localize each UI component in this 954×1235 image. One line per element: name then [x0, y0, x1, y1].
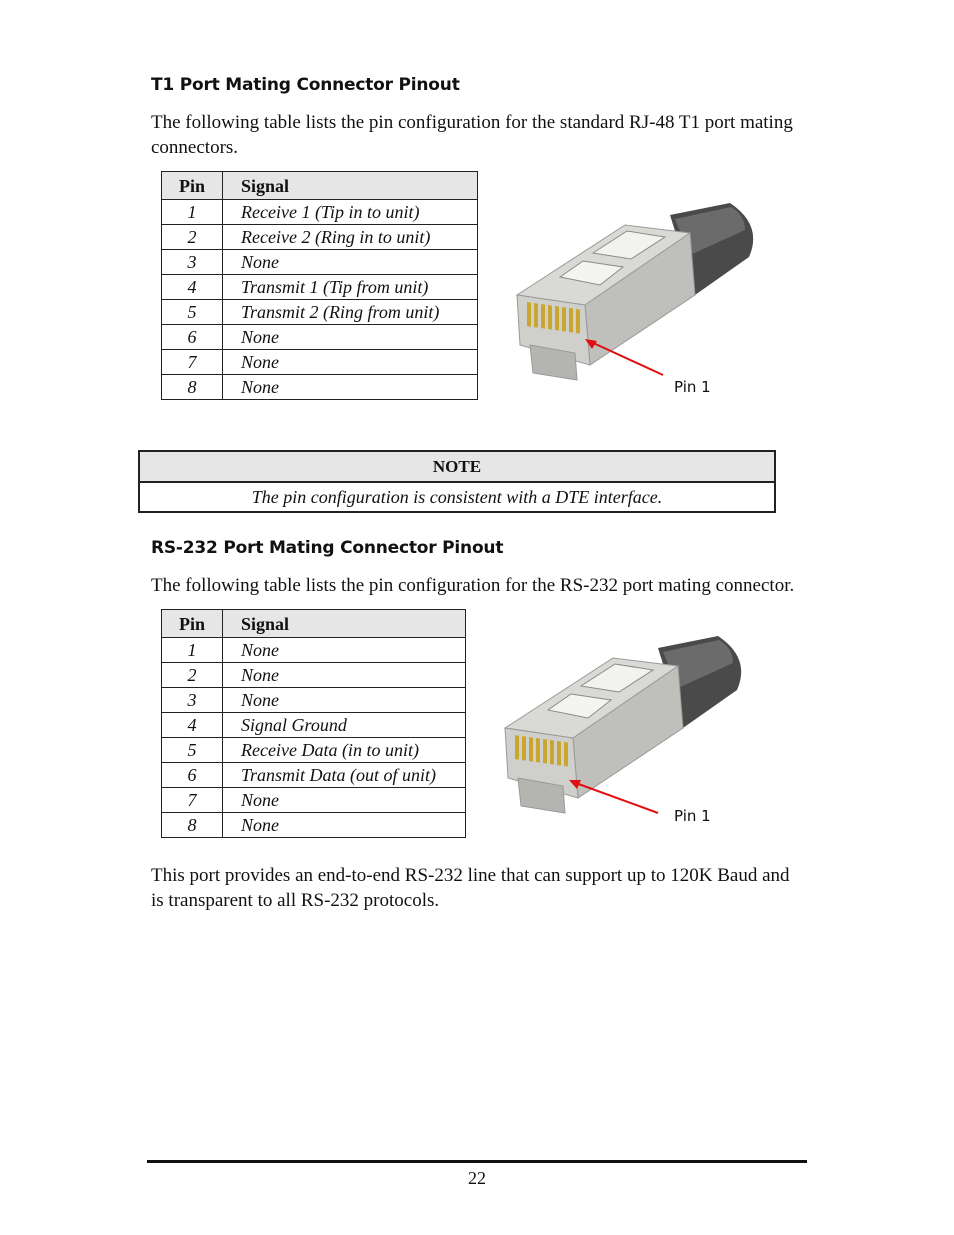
- rs232-heading: RS-232 Port Mating Connector Pinout: [151, 538, 504, 558]
- rj48-plug-icon: [517, 203, 753, 380]
- pin-number-cell: 8: [162, 375, 223, 400]
- table-row: [162, 275, 478, 300]
- table-row: [162, 350, 478, 375]
- note-text: The pin configuration is consistent with a DTE interface.: [251, 487, 663, 507]
- t1-pin1-label: Pin 1: [674, 378, 711, 396]
- t1-intro-line2: connectors.: [151, 137, 239, 158]
- signal-cell: Receive 1 (Tip in to unit): [223, 200, 478, 225]
- note-title: NOTE: [140, 452, 774, 483]
- rs232-pin1-label: Pin 1: [674, 807, 711, 825]
- pin-number-cell: 4: [162, 275, 223, 300]
- table-row: [162, 250, 478, 275]
- rs232-intro: The following table lists the pin configuration for the RS-232 port mating connector.: [151, 575, 795, 596]
- rs232-outro-line2: is transparent to all RS-232 protocols.: [151, 890, 440, 911]
- pin-number-cell: 6: [162, 763, 223, 788]
- t1-connector-figure: [505, 195, 775, 400]
- table-row: [162, 375, 478, 400]
- table-row: [162, 225, 478, 250]
- signal-cell: None: [223, 250, 478, 275]
- table-row: [162, 300, 478, 325]
- pin-number-cell: 2: [162, 225, 223, 250]
- header-pin: Pin: [162, 172, 223, 200]
- pin-number-cell: 7: [162, 788, 223, 813]
- t1-intro-line1: The following table lists the pin configuration for the standard RJ-48 T1 port mating: [151, 112, 793, 133]
- pin-number-cell: 4: [162, 713, 223, 738]
- table-row: [162, 325, 478, 350]
- signal-cell: None: [223, 375, 478, 400]
- table-row: [162, 738, 466, 763]
- table-header-row: [162, 610, 466, 638]
- pin-number-cell: 3: [162, 688, 223, 713]
- t1-pinout-table: [161, 171, 478, 400]
- rs232-connector-figure: [493, 628, 763, 833]
- signal-cell: Receive Data (in to unit): [223, 738, 466, 763]
- signal-cell: Transmit 2 (Ring from unit): [223, 300, 478, 325]
- signal-cell: None: [223, 688, 466, 713]
- rs232-outro-line1: This port provides an end-to-end RS-232 line that can support up to 120K Baud and: [151, 865, 790, 886]
- rj45-plug-icon: [505, 636, 741, 813]
- table-row: [162, 200, 478, 225]
- table-row: [162, 713, 466, 738]
- table-row: [162, 788, 466, 813]
- signal-cell: None: [223, 638, 466, 663]
- rs232-pinout-table: [161, 609, 466, 838]
- page-number: 22: [468, 1168, 486, 1188]
- header-pin: Pin: [162, 610, 223, 638]
- header-signal: Signal: [223, 610, 466, 638]
- pin-number-cell: 1: [162, 200, 223, 225]
- pin-number-cell: 6: [162, 325, 223, 350]
- signal-cell: None: [223, 663, 466, 688]
- signal-cell: Transmit 1 (Tip from unit): [223, 275, 478, 300]
- table-header-row: [162, 172, 478, 200]
- signal-cell: None: [223, 813, 466, 838]
- table-row: [162, 763, 466, 788]
- table-row: [162, 638, 466, 663]
- footer-rule: [147, 1160, 807, 1163]
- rs232-table-body: [162, 638, 466, 838]
- rs232-outro: [151, 863, 790, 913]
- table-row: [162, 688, 466, 713]
- table-row: [162, 813, 466, 838]
- t1-heading: T1 Port Mating Connector Pinout: [151, 75, 460, 95]
- note-box: [138, 450, 776, 513]
- pin-number-cell: 7: [162, 350, 223, 375]
- t1-intro: [151, 110, 793, 160]
- table-row: [162, 663, 466, 688]
- pin-number-cell: 3: [162, 250, 223, 275]
- header-signal: Signal: [223, 172, 478, 200]
- pin-number-cell: 5: [162, 300, 223, 325]
- signal-cell: None: [223, 325, 478, 350]
- t1-table-body: [162, 200, 478, 400]
- signal-cell: Transmit Data (out of unit): [223, 763, 466, 788]
- signal-cell: Signal Ground: [223, 713, 466, 738]
- signal-cell: Receive 2 (Ring in to unit): [223, 225, 478, 250]
- pin1-arrow: [573, 782, 658, 813]
- pin-number-cell: 8: [162, 813, 223, 838]
- pin-number-cell: 1: [162, 638, 223, 663]
- signal-cell: None: [223, 350, 478, 375]
- pin-number-cell: 5: [162, 738, 223, 763]
- pin-number-cell: 2: [162, 663, 223, 688]
- signal-cell: None: [223, 788, 466, 813]
